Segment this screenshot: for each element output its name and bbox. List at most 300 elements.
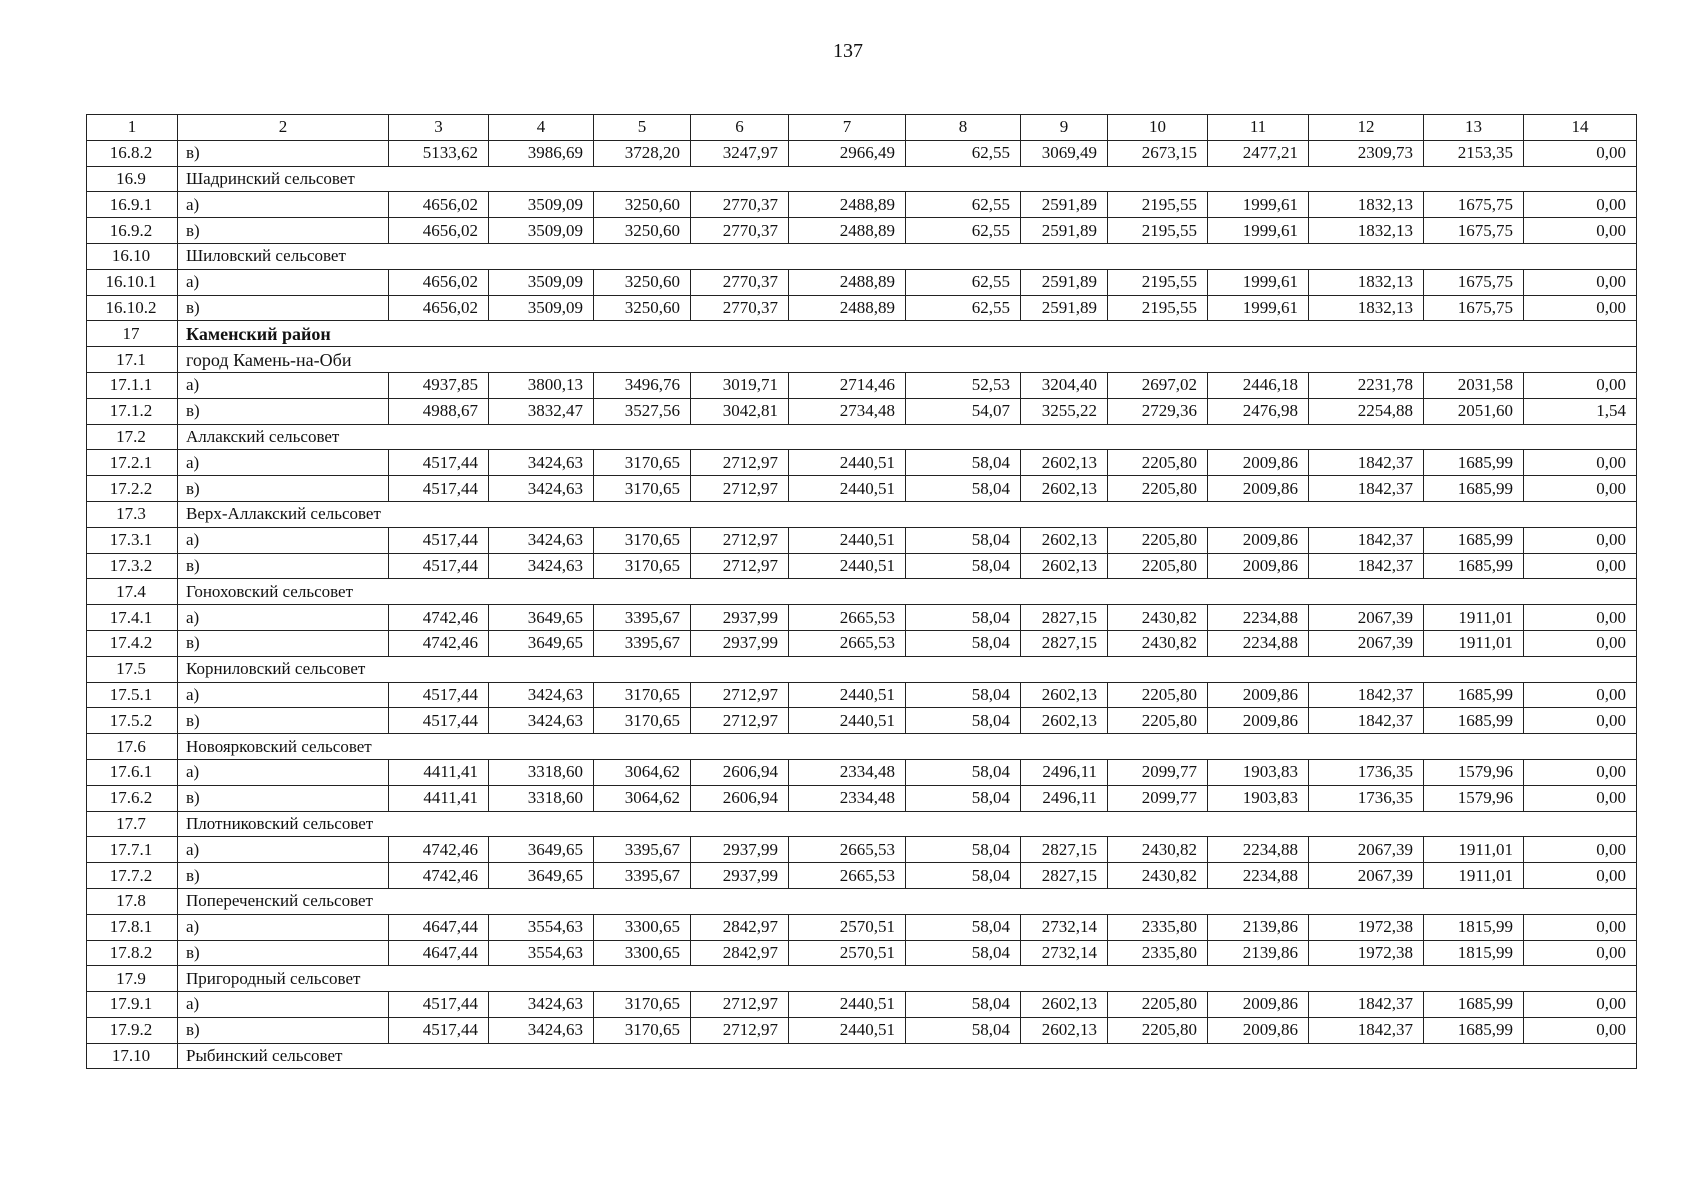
column-number-cell: 12 xyxy=(1309,115,1424,141)
section-row xyxy=(87,811,1637,837)
value-cell: 0,00 xyxy=(1524,992,1637,1018)
value-cell: 3509,09 xyxy=(489,269,594,295)
value-cell: 2665,53 xyxy=(789,630,906,656)
value-cell: 3300,65 xyxy=(594,914,691,940)
value-cell: 1685,99 xyxy=(1424,682,1524,708)
value-cell: 3395,67 xyxy=(594,863,691,889)
value-cell: 3509,09 xyxy=(489,192,594,218)
value-cell: 3250,60 xyxy=(594,218,691,244)
value-cell: 1911,01 xyxy=(1424,837,1524,863)
table-row xyxy=(87,295,1637,321)
value-cell: 2770,37 xyxy=(691,192,789,218)
value-cell: 2732,14 xyxy=(1021,914,1108,940)
value-cell: 3509,09 xyxy=(489,295,594,321)
value-cell: 3554,63 xyxy=(489,940,594,966)
value-cell: 3800,13 xyxy=(489,372,594,398)
value-cell: 2842,97 xyxy=(691,940,789,966)
value-cell: 2205,80 xyxy=(1108,708,1208,734)
value-cell: 2430,82 xyxy=(1108,605,1208,631)
value-cell: 4517,44 xyxy=(389,992,489,1018)
value-cell: 2602,13 xyxy=(1021,527,1108,553)
value-cell: 2254,88 xyxy=(1309,398,1424,424)
value-cell: 2009,86 xyxy=(1208,682,1309,708)
value-cell: 3250,60 xyxy=(594,269,691,295)
value-cell: 2697,02 xyxy=(1108,372,1208,398)
value-cell: 1685,99 xyxy=(1424,1017,1524,1043)
value-cell: 58,04 xyxy=(906,1017,1021,1043)
table-row xyxy=(87,863,1637,889)
row-number-cell: 17.10 xyxy=(87,1043,178,1069)
value-cell: 2440,51 xyxy=(789,553,906,579)
value-cell: 58,04 xyxy=(906,682,1021,708)
value-cell: 3395,67 xyxy=(594,630,691,656)
value-cell: 2440,51 xyxy=(789,527,906,553)
value-cell: 2477,21 xyxy=(1208,140,1309,166)
value-cell: 2842,97 xyxy=(691,914,789,940)
value-cell: 58,04 xyxy=(906,630,1021,656)
value-cell: 3649,65 xyxy=(489,605,594,631)
value-cell: 2234,88 xyxy=(1208,630,1309,656)
value-cell: 2153,35 xyxy=(1424,140,1524,166)
value-cell: 1675,75 xyxy=(1424,295,1524,321)
value-cell: 0,00 xyxy=(1524,192,1637,218)
city-row xyxy=(87,347,1637,373)
section-title-cell: Шиловский сельсовет xyxy=(178,243,1637,269)
value-cell: 2139,86 xyxy=(1208,940,1309,966)
value-cell: 4656,02 xyxy=(389,192,489,218)
section-title-cell: Попереченский сельсовет xyxy=(178,888,1637,914)
value-cell: 3554,63 xyxy=(489,914,594,940)
value-cell: 1999,61 xyxy=(1208,192,1309,218)
value-cell: 4742,46 xyxy=(389,630,489,656)
value-cell: 3424,63 xyxy=(489,1017,594,1043)
value-cell: 2712,97 xyxy=(691,476,789,502)
value-cell: 1911,01 xyxy=(1424,605,1524,631)
value-cell: 2496,11 xyxy=(1021,759,1108,785)
value-cell: 58,04 xyxy=(906,785,1021,811)
value-cell: 3649,65 xyxy=(489,837,594,863)
row-number-cell: 17.2.1 xyxy=(87,450,178,476)
column-number-cell: 7 xyxy=(789,115,906,141)
value-cell: 0,00 xyxy=(1524,940,1637,966)
value-cell: 2570,51 xyxy=(789,940,906,966)
value-cell: 58,04 xyxy=(906,914,1021,940)
value-cell: 2009,86 xyxy=(1208,1017,1309,1043)
value-cell: 54,07 xyxy=(906,398,1021,424)
value-cell: 2937,99 xyxy=(691,863,789,889)
value-cell: 0,00 xyxy=(1524,708,1637,734)
row-number-cell: 16.8.2 xyxy=(87,140,178,166)
table-row xyxy=(87,992,1637,1018)
value-cell: 2591,89 xyxy=(1021,192,1108,218)
section-title-cell: Корниловский сельсовет xyxy=(178,656,1637,682)
value-cell: 0,00 xyxy=(1524,863,1637,889)
row-label-cell: в) xyxy=(178,630,389,656)
value-cell: 2712,97 xyxy=(691,682,789,708)
table-row xyxy=(87,372,1637,398)
value-cell: 4517,44 xyxy=(389,682,489,708)
value-cell: 2606,94 xyxy=(691,759,789,785)
column-number-cell: 3 xyxy=(389,115,489,141)
section-row xyxy=(87,966,1637,992)
value-cell: 1903,83 xyxy=(1208,759,1309,785)
column-number-cell: 2 xyxy=(178,115,389,141)
row-number-cell: 16.10.1 xyxy=(87,269,178,295)
value-cell: 2770,37 xyxy=(691,218,789,244)
row-number-cell: 17.7 xyxy=(87,811,178,837)
value-cell: 3424,63 xyxy=(489,527,594,553)
value-cell: 2602,13 xyxy=(1021,1017,1108,1043)
column-number-cell: 5 xyxy=(594,115,691,141)
value-cell: 2009,86 xyxy=(1208,527,1309,553)
value-cell: 3170,65 xyxy=(594,553,691,579)
value-cell: 5133,62 xyxy=(389,140,489,166)
value-cell: 2234,88 xyxy=(1208,837,1309,863)
value-cell: 2335,80 xyxy=(1108,940,1208,966)
section-title-cell: Верх-Аллакский сельсовет xyxy=(178,501,1637,527)
value-cell: 3255,22 xyxy=(1021,398,1108,424)
value-cell: 2009,86 xyxy=(1208,476,1309,502)
value-cell: 1832,13 xyxy=(1309,295,1424,321)
row-number-cell: 16.9.2 xyxy=(87,218,178,244)
value-cell: 1842,37 xyxy=(1309,708,1424,734)
value-cell: 4411,41 xyxy=(389,759,489,785)
value-cell: 0,00 xyxy=(1524,630,1637,656)
section-row xyxy=(87,888,1637,914)
value-cell: 1579,96 xyxy=(1424,785,1524,811)
value-cell: 2488,89 xyxy=(789,295,906,321)
value-cell: 3424,63 xyxy=(489,476,594,502)
row-number-cell: 16.9 xyxy=(87,166,178,192)
section-row xyxy=(87,579,1637,605)
section-row xyxy=(87,166,1637,192)
value-cell: 1675,75 xyxy=(1424,192,1524,218)
value-cell: 1579,96 xyxy=(1424,759,1524,785)
value-cell: 2606,94 xyxy=(691,785,789,811)
value-cell: 2714,46 xyxy=(789,372,906,398)
value-cell: 4656,02 xyxy=(389,269,489,295)
value-cell: 4647,44 xyxy=(389,914,489,940)
row-number-cell: 17.3.1 xyxy=(87,527,178,553)
value-cell: 4742,46 xyxy=(389,837,489,863)
value-cell: 1972,38 xyxy=(1309,914,1424,940)
value-cell: 2602,13 xyxy=(1021,992,1108,1018)
value-cell: 2067,39 xyxy=(1309,837,1424,863)
row-number-cell: 17.2.2 xyxy=(87,476,178,502)
value-cell: 2591,89 xyxy=(1021,218,1108,244)
value-cell: 2334,48 xyxy=(789,759,906,785)
tariff-table xyxy=(86,114,1637,1069)
value-cell: 2446,18 xyxy=(1208,372,1309,398)
value-cell: 58,04 xyxy=(906,450,1021,476)
value-cell: 1842,37 xyxy=(1309,992,1424,1018)
value-cell: 1999,61 xyxy=(1208,269,1309,295)
section-row xyxy=(87,501,1637,527)
table-row xyxy=(87,940,1637,966)
value-cell: 2591,89 xyxy=(1021,295,1108,321)
row-label-cell: а) xyxy=(178,269,389,295)
value-cell: 58,04 xyxy=(906,837,1021,863)
table-row xyxy=(87,450,1637,476)
value-cell: 0,00 xyxy=(1524,527,1637,553)
value-cell: 3496,76 xyxy=(594,372,691,398)
value-cell: 2602,13 xyxy=(1021,450,1108,476)
section-row xyxy=(87,243,1637,269)
value-cell: 3424,63 xyxy=(489,450,594,476)
value-cell: 3170,65 xyxy=(594,1017,691,1043)
value-cell: 3064,62 xyxy=(594,759,691,785)
column-number-cell: 1 xyxy=(87,115,178,141)
value-cell: 2334,48 xyxy=(789,785,906,811)
column-number-cell: 11 xyxy=(1208,115,1309,141)
value-cell: 3069,49 xyxy=(1021,140,1108,166)
value-cell: 2966,49 xyxy=(789,140,906,166)
section-title-cell: Шадринский сельсовет xyxy=(178,166,1637,192)
value-cell: 1842,37 xyxy=(1309,553,1424,579)
section-title-cell: Аллакский сельсовет xyxy=(178,424,1637,450)
row-number-cell: 16.10.2 xyxy=(87,295,178,321)
value-cell: 2476,98 xyxy=(1208,398,1309,424)
value-cell: 58,04 xyxy=(906,527,1021,553)
value-cell: 2602,13 xyxy=(1021,476,1108,502)
row-number-cell: 17.7.1 xyxy=(87,837,178,863)
value-cell: 62,55 xyxy=(906,218,1021,244)
row-label-cell: в) xyxy=(178,398,389,424)
value-cell: 0,00 xyxy=(1524,759,1637,785)
value-cell: 3170,65 xyxy=(594,527,691,553)
table-row xyxy=(87,553,1637,579)
value-cell: 0,00 xyxy=(1524,1017,1637,1043)
value-cell: 58,04 xyxy=(906,605,1021,631)
value-cell: 3424,63 xyxy=(489,682,594,708)
row-number-cell: 17.9.1 xyxy=(87,992,178,1018)
value-cell: 3424,63 xyxy=(489,708,594,734)
value-cell: 0,00 xyxy=(1524,218,1637,244)
value-cell: 2430,82 xyxy=(1108,630,1208,656)
value-cell: 2440,51 xyxy=(789,682,906,708)
value-cell: 2488,89 xyxy=(789,269,906,295)
row-label-cell: а) xyxy=(178,682,389,708)
value-cell: 2067,39 xyxy=(1309,605,1424,631)
value-cell: 0,00 xyxy=(1524,372,1637,398)
value-cell: 4517,44 xyxy=(389,527,489,553)
value-cell: 1999,61 xyxy=(1208,295,1309,321)
table-row xyxy=(87,398,1637,424)
row-number-cell: 17.1.1 xyxy=(87,372,178,398)
value-cell: 2827,15 xyxy=(1021,863,1108,889)
value-cell: 2827,15 xyxy=(1021,630,1108,656)
row-label-cell: в) xyxy=(178,708,389,734)
value-cell: 58,04 xyxy=(906,759,1021,785)
row-number-cell: 17.8.1 xyxy=(87,914,178,940)
value-cell: 2430,82 xyxy=(1108,863,1208,889)
section-title-cell: Новоярковский сельсовет xyxy=(178,734,1637,760)
value-cell: 2234,88 xyxy=(1208,863,1309,889)
table-row xyxy=(87,914,1637,940)
value-cell: 4517,44 xyxy=(389,708,489,734)
value-cell: 2099,77 xyxy=(1108,785,1208,811)
row-label-cell: в) xyxy=(178,1017,389,1043)
value-cell: 2937,99 xyxy=(691,630,789,656)
value-cell: 2665,53 xyxy=(789,605,906,631)
value-cell: 2712,97 xyxy=(691,708,789,734)
value-cell: 62,55 xyxy=(906,140,1021,166)
value-cell: 0,00 xyxy=(1524,476,1637,502)
row-number-cell: 17.6.1 xyxy=(87,759,178,785)
value-cell: 2067,39 xyxy=(1309,863,1424,889)
value-cell: 2665,53 xyxy=(789,863,906,889)
value-cell: 1685,99 xyxy=(1424,553,1524,579)
row-number-cell: 17.1.2 xyxy=(87,398,178,424)
value-cell: 4411,41 xyxy=(389,785,489,811)
value-cell: 2827,15 xyxy=(1021,837,1108,863)
value-cell: 0,00 xyxy=(1524,269,1637,295)
value-cell: 1972,38 xyxy=(1309,940,1424,966)
value-cell: 2732,14 xyxy=(1021,940,1108,966)
value-cell: 2488,89 xyxy=(789,218,906,244)
value-cell: 1842,37 xyxy=(1309,527,1424,553)
page-number: 137 xyxy=(833,40,863,62)
value-cell: 4742,46 xyxy=(389,863,489,889)
value-cell: 2591,89 xyxy=(1021,269,1108,295)
value-cell: 58,04 xyxy=(906,553,1021,579)
row-number-cell: 17.2 xyxy=(87,424,178,450)
value-cell: 58,04 xyxy=(906,708,1021,734)
value-cell: 2665,53 xyxy=(789,837,906,863)
value-cell: 4647,44 xyxy=(389,940,489,966)
row-label-cell: а) xyxy=(178,837,389,863)
row-number-cell: 17.6 xyxy=(87,734,178,760)
row-number-cell: 17.3.2 xyxy=(87,553,178,579)
value-cell: 2712,97 xyxy=(691,1017,789,1043)
value-cell: 58,04 xyxy=(906,992,1021,1018)
value-cell: 3527,56 xyxy=(594,398,691,424)
value-cell: 1685,99 xyxy=(1424,708,1524,734)
value-cell: 1675,75 xyxy=(1424,218,1524,244)
value-cell: 2937,99 xyxy=(691,837,789,863)
section-title-cell: Пригородный сельсовет xyxy=(178,966,1637,992)
value-cell: 3395,67 xyxy=(594,837,691,863)
row-number-cell: 17.9 xyxy=(87,966,178,992)
row-label-cell: а) xyxy=(178,605,389,631)
value-cell: 2234,88 xyxy=(1208,605,1309,631)
value-cell: 2570,51 xyxy=(789,914,906,940)
table-row xyxy=(87,269,1637,295)
value-cell: 3170,65 xyxy=(594,682,691,708)
value-cell: 0,00 xyxy=(1524,914,1637,940)
row-label-cell: в) xyxy=(178,785,389,811)
value-cell: 0,00 xyxy=(1524,553,1637,579)
value-cell: 2335,80 xyxy=(1108,914,1208,940)
value-cell: 58,04 xyxy=(906,940,1021,966)
table-row xyxy=(87,605,1637,631)
value-cell: 2205,80 xyxy=(1108,527,1208,553)
value-cell: 0,00 xyxy=(1524,682,1637,708)
value-cell: 1685,99 xyxy=(1424,992,1524,1018)
value-cell: 2673,15 xyxy=(1108,140,1208,166)
row-label-cell: а) xyxy=(178,527,389,553)
value-cell: 2067,39 xyxy=(1309,630,1424,656)
row-label-cell: а) xyxy=(178,192,389,218)
row-number-cell: 17.7.2 xyxy=(87,863,178,889)
value-cell: 52,53 xyxy=(906,372,1021,398)
row-number-cell: 17 xyxy=(87,321,178,347)
row-label-cell: в) xyxy=(178,140,389,166)
value-cell: 1675,75 xyxy=(1424,269,1524,295)
table-row xyxy=(87,630,1637,656)
value-cell: 2712,97 xyxy=(691,992,789,1018)
value-cell: 1685,99 xyxy=(1424,476,1524,502)
row-number-cell: 17.6.2 xyxy=(87,785,178,811)
value-cell: 4517,44 xyxy=(389,1017,489,1043)
value-cell: 62,55 xyxy=(906,295,1021,321)
row-label-cell: а) xyxy=(178,992,389,1018)
value-cell: 2195,55 xyxy=(1108,295,1208,321)
section-title-cell: Гоноховский сельсовет xyxy=(178,579,1637,605)
value-cell: 2496,11 xyxy=(1021,785,1108,811)
value-cell: 3395,67 xyxy=(594,605,691,631)
value-cell: 2051,60 xyxy=(1424,398,1524,424)
value-cell: 4517,44 xyxy=(389,553,489,579)
value-cell: 2770,37 xyxy=(691,295,789,321)
table-row xyxy=(87,527,1637,553)
row-number-cell: 16.9.1 xyxy=(87,192,178,218)
value-cell: 2602,13 xyxy=(1021,708,1108,734)
value-cell: 1903,83 xyxy=(1208,785,1309,811)
value-cell: 2488,89 xyxy=(789,192,906,218)
column-number-cell: 4 xyxy=(489,115,594,141)
section-row xyxy=(87,734,1637,760)
table-row xyxy=(87,682,1637,708)
section-title-cell: Рыбинский сельсовет xyxy=(178,1043,1637,1069)
row-label-cell: а) xyxy=(178,450,389,476)
value-cell: 62,55 xyxy=(906,192,1021,218)
value-cell: 4656,02 xyxy=(389,295,489,321)
value-cell: 1911,01 xyxy=(1424,630,1524,656)
table-row xyxy=(87,1017,1637,1043)
value-cell: 1842,37 xyxy=(1309,682,1424,708)
value-cell: 2009,86 xyxy=(1208,450,1309,476)
value-cell: 2430,82 xyxy=(1108,837,1208,863)
value-cell: 2205,80 xyxy=(1108,682,1208,708)
section-row xyxy=(87,656,1637,682)
value-cell: 1736,35 xyxy=(1309,785,1424,811)
row-label-cell: в) xyxy=(178,863,389,889)
table-row xyxy=(87,708,1637,734)
table-row xyxy=(87,476,1637,502)
row-number-cell: 17.4 xyxy=(87,579,178,605)
row-label-cell: в) xyxy=(178,476,389,502)
value-cell: 0,00 xyxy=(1524,295,1637,321)
row-number-cell: 16.10 xyxy=(87,243,178,269)
value-cell: 2031,58 xyxy=(1424,372,1524,398)
value-cell: 2195,55 xyxy=(1108,269,1208,295)
value-cell: 0,00 xyxy=(1524,605,1637,631)
value-cell: 1842,37 xyxy=(1309,476,1424,502)
value-cell: 3509,09 xyxy=(489,218,594,244)
table-row xyxy=(87,785,1637,811)
value-cell: 0,00 xyxy=(1524,785,1637,811)
row-number-cell: 17.5 xyxy=(87,656,178,682)
row-number-cell: 17.3 xyxy=(87,501,178,527)
value-cell: 2827,15 xyxy=(1021,605,1108,631)
value-cell: 2712,97 xyxy=(691,527,789,553)
row-label-cell: в) xyxy=(178,940,389,966)
value-cell: 1832,13 xyxy=(1309,192,1424,218)
value-cell: 3424,63 xyxy=(489,553,594,579)
value-cell: 3170,65 xyxy=(594,450,691,476)
value-cell: 58,04 xyxy=(906,476,1021,502)
